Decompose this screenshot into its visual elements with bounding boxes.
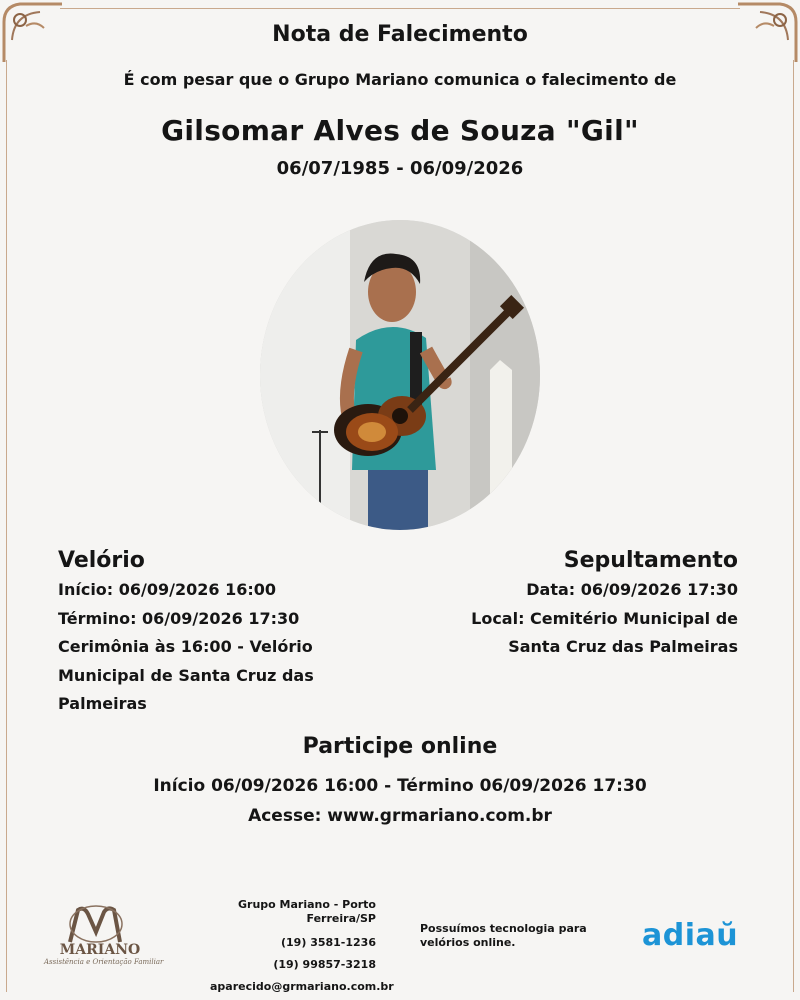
- frame-left-line: [6, 60, 7, 992]
- contact-block: [210, 898, 394, 998]
- notice-title: Nota de Falecimento: [272, 22, 528, 47]
- adiau-logo: adiaŭ: [642, 918, 739, 953]
- mariano-logo-tagline: Assistência e Orientação Familiar: [44, 958, 164, 966]
- deceased-name: Gilsomar Alves de Souza "Gil": [161, 114, 639, 147]
- notice-intro: É com pesar que o Grupo Mariano comunica o falecimento de: [123, 70, 677, 89]
- contact-email[interactable]: aparecido@grmariano.com.br: [210, 980, 394, 993]
- contact-phone-2[interactable]: (19) 99857-3218: [273, 958, 376, 971]
- sepultamento-location: Local: Cemitério Municipal de Santa Cruz das Palmeiras: [471, 608, 738, 656]
- deceased-photo: [260, 220, 540, 530]
- mariano-logo: [44, 902, 164, 972]
- online-tech-note: Possuímos tecnologia para velórios online.: [420, 922, 587, 949]
- online-site-link[interactable]: Acesse: www.grmariano.com.br: [248, 806, 552, 826]
- frame-top-line: [60, 8, 740, 9]
- velorio-ceremony: Cerimônia às 16:00 - Velório Municipal de Santa Cruz das Palmeiras: [58, 637, 314, 713]
- velorio-section: [58, 546, 358, 719]
- life-dates: 06/07/1985 - 06/09/2026: [276, 158, 524, 179]
- mariano-logo-text: MARIANO: [59, 942, 141, 958]
- frame-right-line: [793, 60, 794, 992]
- contact-phone-1[interactable]: (19) 3581-1236: [281, 936, 376, 949]
- velorio-end: Término: 06/09/2026 17:30: [58, 608, 300, 628]
- sepultamento-date: Data: 06/09/2026 17:30: [526, 580, 738, 599]
- online-heading: Participe online: [302, 734, 498, 759]
- online-time: Início 06/09/2026 16:00 - Término 06/09/2026 17:30: [153, 776, 647, 796]
- sepultamento-section: [418, 546, 738, 662]
- contact-address: Grupo Mariano - Porto Ferreira/SP: [237, 898, 376, 925]
- velorio-start: Início: 06/09/2026 16:00: [58, 580, 277, 599]
- velorio-heading: Velório: [58, 548, 145, 573]
- sepultamento-heading: Sepultamento: [563, 548, 738, 573]
